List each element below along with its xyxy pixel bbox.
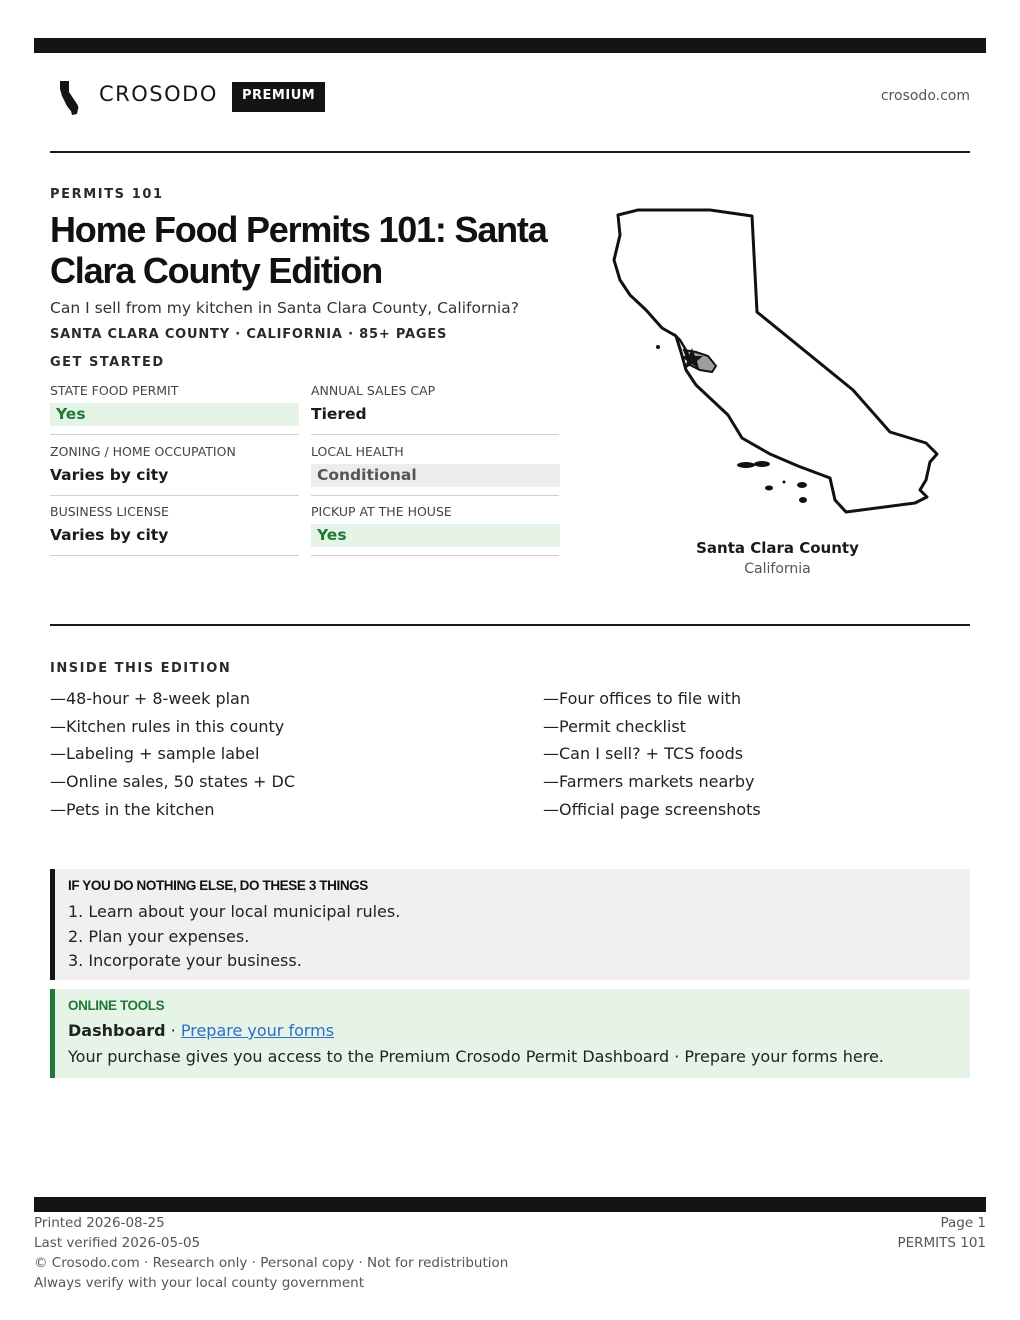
- copyright: © Crosodo.com · Research only · Personal copy · Not for redistribution: [34, 1255, 509, 1271]
- island-dot: [656, 345, 660, 349]
- premium-badge: PREMIUM: [232, 82, 325, 112]
- verified-date: Last verified 2026-05-05: [34, 1235, 201, 1251]
- list-item: —Kitchen rules in this county: [50, 716, 285, 736]
- toc-right-list: [543, 685, 761, 824]
- fact-value: Yes: [311, 524, 560, 547]
- site-url[interactable]: crosodo.com: [880, 88, 970, 104]
- step-item: 3. Incorporate your business.: [68, 951, 302, 970]
- fact-label: ZONING / HOME OCCUPATION: [50, 444, 236, 459]
- fact-label: STATE FOOD PERMIT: [50, 383, 179, 398]
- footer-right: [897, 1213, 986, 1253]
- fact-pickup-at-house: [311, 504, 559, 556]
- fact-value: Conditional: [311, 464, 560, 487]
- page-title: Home Food Permits 101: Santa Clara County Edition: [50, 209, 547, 291]
- fact-state-food-permit: [50, 383, 299, 435]
- tools-description: Your purchase gives you access to the Premium Crosodo Permit Dashboard · Prepare your forms here.: [68, 1047, 884, 1066]
- map-state-label: California: [744, 561, 811, 577]
- prepare-forms-link[interactable]: Prepare your forms: [180, 1021, 335, 1040]
- three-things-callout: [50, 869, 970, 980]
- section-divider: [50, 624, 970, 626]
- island: [754, 461, 770, 467]
- fact-local-health: [311, 444, 559, 496]
- footer-bar: [34, 1197, 986, 1212]
- fact-label: BUSINESS LICENSE: [50, 504, 169, 519]
- footer-left: [34, 1213, 508, 1293]
- list-item: —Four offices to file with: [543, 689, 742, 708]
- step-item: 1. Learn about your local municipal rules.: [68, 902, 401, 921]
- fact-zoning: [50, 444, 299, 496]
- footer-section: PERMITS 101: [897, 1235, 986, 1251]
- header-divider: [50, 151, 970, 153]
- inside-edition-heading: INSIDE THIS EDITION: [50, 661, 232, 676]
- list-item: —Labeling + sample label: [50, 744, 260, 764]
- separator: ·: [165, 1021, 181, 1040]
- brand-name: CROSODO: [99, 82, 218, 106]
- fact-value: Tiered: [311, 405, 367, 423]
- step-item: 2. Plan your expenses.: [68, 926, 250, 946]
- island: [799, 497, 807, 503]
- california-state-icon: [58, 80, 82, 116]
- island: [797, 482, 807, 488]
- page-number: Page 1: [940, 1215, 986, 1231]
- page-subtitle: Can I sell from my kitchen in Santa Clara County, California?: [50, 299, 519, 317]
- island: [765, 486, 773, 491]
- fact-label: ANNUAL SALES CAP: [311, 383, 436, 398]
- toc-left-list: [50, 685, 295, 824]
- callout-heading: IF YOU DO NOTHING ELSE, DO THESE 3 THINGS: [68, 878, 368, 893]
- list-item: —48-hour + 8-week plan: [50, 689, 250, 708]
- list-item: —Farmers markets nearby: [543, 772, 755, 792]
- fact-annual-sales-cap: [311, 383, 559, 435]
- online-tools-callout: [50, 989, 970, 1078]
- island: [737, 462, 755, 468]
- steps-list: [68, 900, 400, 974]
- top-bar: [34, 38, 986, 53]
- fact-business-license: [50, 504, 299, 556]
- map-county-label: Santa Clara County: [696, 539, 859, 557]
- page-meta: SANTA CLARA COUNTY · CALIFORNIA · 85+ PAGES: [50, 327, 448, 342]
- list-item: —Online sales, 50 states + DC: [50, 772, 296, 792]
- fact-value: Varies by city: [50, 526, 169, 544]
- fact-label: PICKUP AT THE HOUSE: [311, 504, 452, 519]
- section-kicker: PERMITS 101: [50, 187, 164, 202]
- header: [50, 78, 970, 118]
- list-item: —Permit checklist: [543, 716, 686, 736]
- list-item: —Can I sell? + TCS foods: [543, 744, 744, 764]
- fact-value: Yes: [50, 403, 299, 426]
- get-started-heading: GET STARTED: [50, 355, 165, 370]
- tools-dashboard-line: [68, 1021, 334, 1040]
- list-item: —Official page screenshots: [543, 799, 761, 819]
- california-outline: [614, 210, 937, 512]
- california-map: [600, 200, 950, 520]
- island-dot: [783, 481, 786, 484]
- printed-date: Printed 2026-08-25: [34, 1215, 165, 1231]
- list-item: —Pets in the kitchen: [50, 799, 215, 819]
- fact-value: Varies by city: [50, 466, 169, 484]
- dashboard-label: Dashboard: [68, 1021, 166, 1040]
- disclaimer: Always verify with your local county government: [34, 1275, 364, 1291]
- tools-heading: ONLINE TOOLS: [68, 998, 165, 1013]
- fact-label: LOCAL HEALTH: [311, 444, 404, 459]
